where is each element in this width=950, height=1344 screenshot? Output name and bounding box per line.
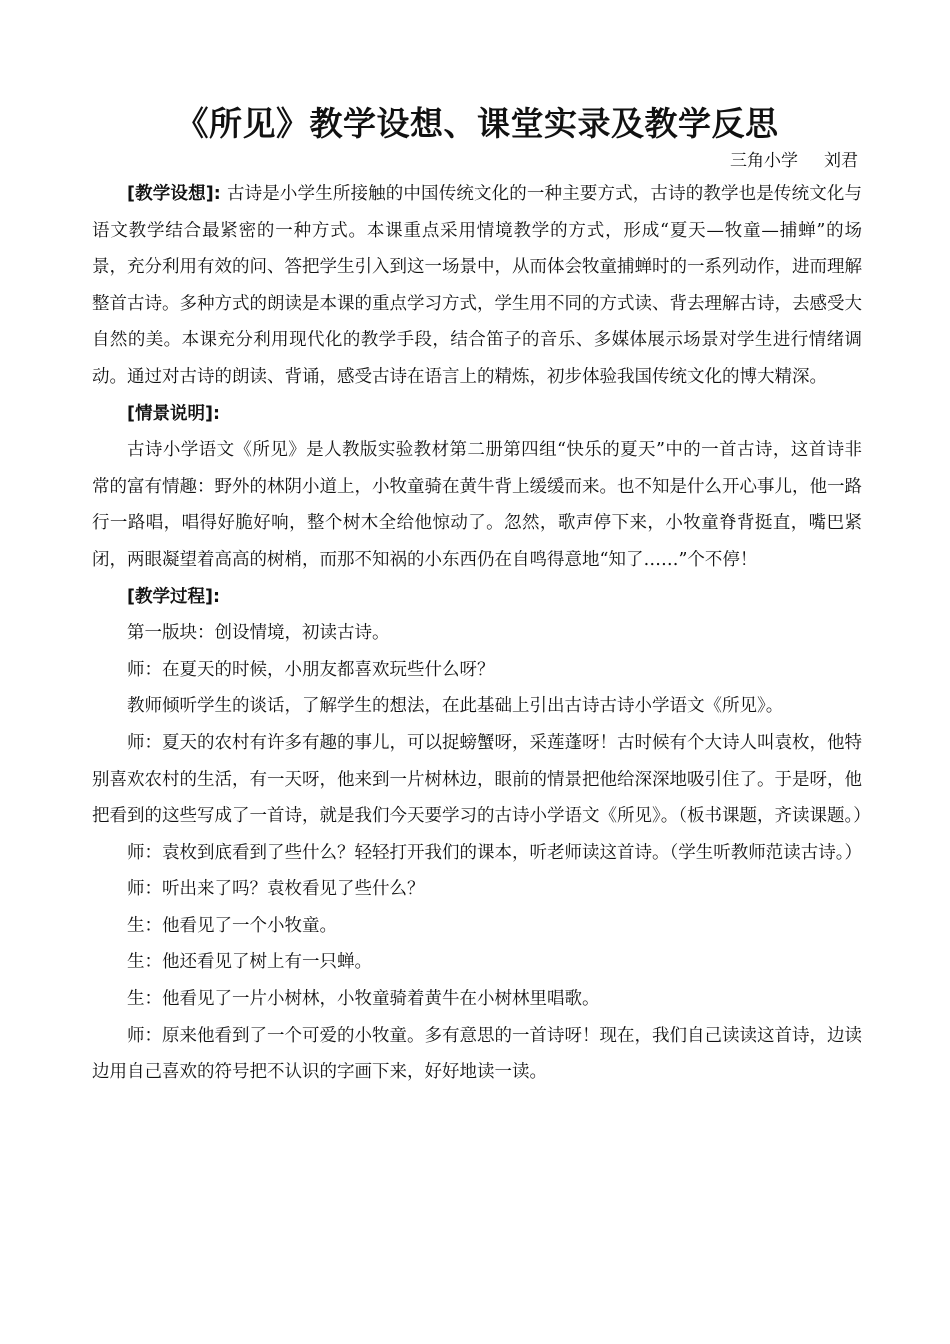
document-page bbox=[92, 100, 871, 1091]
process-colon: : bbox=[213, 586, 220, 607]
process-paragraph-2: 师：在夏天的时候，小朋友都喜欢玩些什么呀？ bbox=[127, 659, 495, 680]
process-heading bbox=[92, 579, 862, 616]
author-name: 刘君 bbox=[824, 151, 858, 171]
process-paragraph-1: 第一版块：创设情境，初读古诗。 bbox=[127, 623, 390, 644]
teaching-design-label: [教学设想] bbox=[127, 184, 214, 204]
author-line bbox=[92, 148, 862, 174]
scene-paragraph: 古诗小学语文《所见》是人教版实验教材第二册第四组“快乐的夏天”中的一首古诗，这首诗非常的富有情趣：野外的林阴小道上，小牧童骑在黄牛背上缓缓而来。也不知是什么开心事儿，他一路行一路唱，唱得好脆好响，整个树木全给他惊动了。忽然，歌声停下来，小牧童脊背挺直，嘴巴紧闭，两眼凝望着高高的树梢，而那不知祸的小东西仍在自鸣得意地“知了……”个不停！ bbox=[92, 440, 862, 570]
teaching-design-colon: : bbox=[213, 184, 227, 204]
scene-heading bbox=[92, 396, 862, 433]
process-paragraph-7: 生：他看见了一个小牧童。 bbox=[127, 915, 337, 936]
process-paragraph-8: 生：他还看见了树上有一只蝉。 bbox=[127, 952, 372, 973]
scene-label: [情景说明] bbox=[127, 403, 213, 424]
process-paragraph-10: 师：原来他看到了一个可爱的小牧童。多有意思的一首诗呀！现在，我们自己读读这首诗，边读边用自己喜欢的符号把不认识的字画下来，好好地读一读。 bbox=[92, 1025, 862, 1083]
document-title: 《所见》教学设想、课堂实录及教学反思 bbox=[175, 104, 779, 143]
scene-colon: : bbox=[213, 403, 220, 424]
school-name: 三角小学 bbox=[730, 151, 798, 171]
process-paragraph-4: 师：夏天的农村有许多有趣的事儿，可以捉螃蟹呀，采莲蓬呀！古时候有个大诗人叫袁枚，他特别喜欢农村的生活，有一天呀，他来到一片树林边，眼前的情景把他给深深地吸引住了。于是呀，他把看到的这些写成了一首诗，就是我们今天要学习的古诗小学语文《所见》。（板书课题，齐读课题。） bbox=[92, 732, 871, 827]
process-paragraph-9: 生：他看见了一片小树林，小牧童骑着黄牛在小树林里唱歌。 bbox=[127, 989, 600, 1010]
process-paragraph-3: 教师倾听学生的谈话，了解学生的想法，在此基础上引出古诗古诗小学语文《所见》。 bbox=[127, 696, 784, 717]
process-paragraph-5: 师：袁枚到底看到了些什么？轻轻打开我们的课本，听老师读这首诗。（学生听教师范读古诗。） bbox=[127, 842, 862, 863]
teaching-design-text: 古诗是小学生所接触的中国传统文化的一种主要方式，古诗的教学也是传统文化与语文教学结合最紧密的一种方式。本课重点采用情境教学的方式，形成“夏天—牧童—捕蝉”的场景，充分利用有效的问、答把学生引入到这一场景中，从而体会牧童捕蝉时的一系列动作，进而理解整首古诗。多种方式的朗读是本课的重点学习方式，学生用不同的方式读、背去理解古诗，去感受大自然的美。本课充分利用现代化的教学手段，结合笛子的音乐、多媒体展示场景对学生进行情绪调动。通过对古诗的朗读、背诵，感受古诗在语言上的精炼，初步体验我国传统文化的博大精深。 bbox=[92, 184, 863, 387]
teaching-design-paragraph bbox=[92, 176, 862, 396]
process-paragraph-6: 师：听出来了吗？袁枚看见了些什么？ bbox=[127, 879, 425, 900]
process-label: [教学过程] bbox=[127, 586, 213, 607]
